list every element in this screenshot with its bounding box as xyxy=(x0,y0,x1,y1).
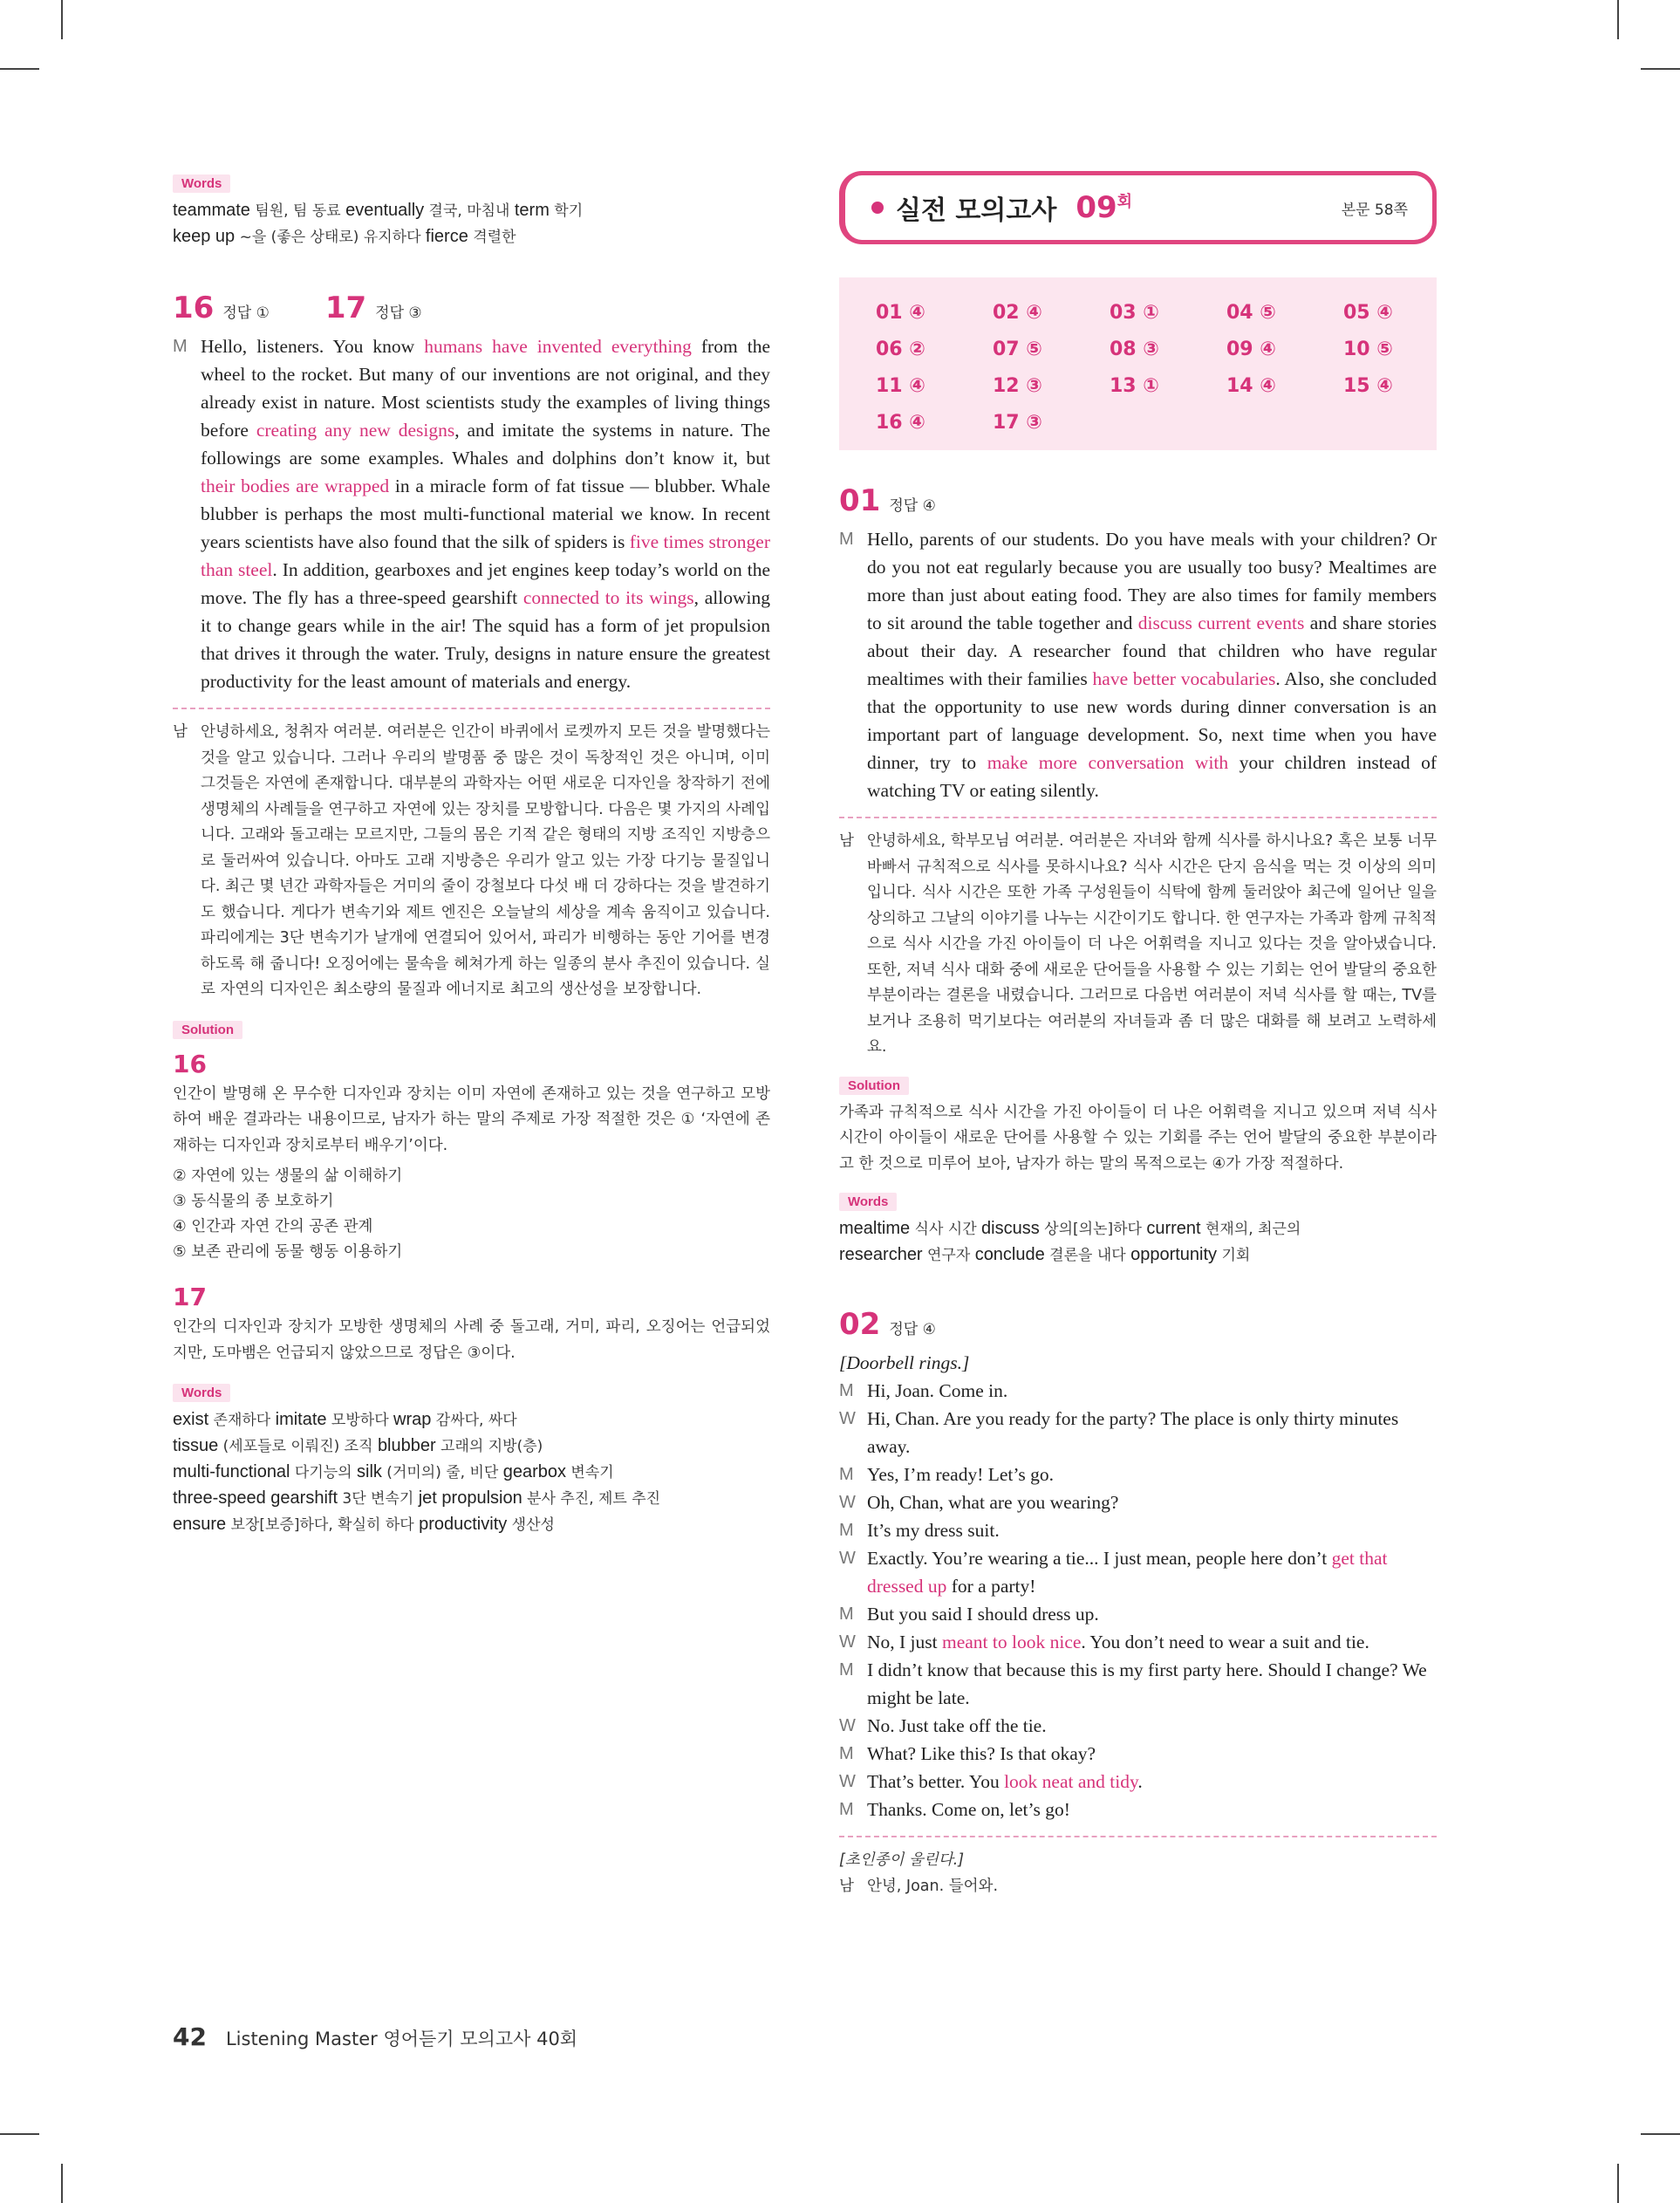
speaker-label: W xyxy=(839,1632,856,1652)
korean-stage-direction: [초인종이 울린다.] xyxy=(839,1851,965,1869)
vocab-word: silk xyxy=(357,1462,382,1481)
crop-mark xyxy=(1641,68,1680,70)
answer-label: 정답 ④ xyxy=(889,497,936,515)
answer-key-item: 16 ④ xyxy=(876,412,925,434)
answer-key-item: 11 ④ xyxy=(876,375,925,397)
answer-key-item: 17 ③ xyxy=(993,412,1042,434)
korean-translation xyxy=(839,829,1437,1061)
highlighted-phrase: meant to look nice xyxy=(942,1632,1082,1652)
answer-key-item: 15 ④ xyxy=(1343,375,1393,397)
word-line xyxy=(173,1460,770,1486)
text-segment: No. Just take off the tie. xyxy=(867,1715,1047,1736)
vocab-meaning: (세포들로 이뤄진) 조직 xyxy=(218,1438,378,1455)
speaker-label: M xyxy=(839,530,854,549)
page-footer xyxy=(173,2022,577,2051)
vocab-word: keep up xyxy=(173,227,236,246)
book-title: Listening Master 영어듣기 모의고사 40회 xyxy=(225,2029,578,2049)
left-column xyxy=(173,174,770,1538)
answer-key-item: 04 ⑤ xyxy=(1226,302,1276,324)
speaker-label: M xyxy=(839,1800,854,1819)
vocab-word: researcher xyxy=(839,1245,923,1264)
text-segment: in a miracle form of fat tissue — blubber. Whale blubber is perhaps the most multi-functional material we know. In recent years scientists have also found that the silk of spiders is xyxy=(201,475,770,552)
highlighted-phrase: have better vocabularies xyxy=(1092,668,1276,689)
words-tag: Words xyxy=(839,1193,897,1211)
text-segment: Oh, Chan, what are you wearing? xyxy=(867,1492,1119,1513)
vocab-meaning: 보장[보증]하다, 확실히 하다 xyxy=(226,1516,420,1534)
vocab-word: exist xyxy=(173,1410,209,1429)
choice-item: ③ 동식물의 종 보호하기 xyxy=(173,1193,334,1210)
solution-number: 16 xyxy=(173,1049,207,1078)
words-list xyxy=(839,1216,1437,1269)
test-title: 실전 모의고사 xyxy=(896,195,1057,226)
answer-key-item: 06 ② xyxy=(876,339,925,360)
script-text xyxy=(201,332,770,695)
dialogue-text xyxy=(867,1600,1437,1628)
question-number: 17 xyxy=(324,291,367,325)
solution-section xyxy=(173,1021,770,1367)
question-number: 02 xyxy=(839,1307,881,1342)
solution-section xyxy=(839,1077,1437,1178)
text-segment: Exactly. You’re wearing a tie... I just mean, people here don’t xyxy=(867,1548,1332,1569)
vocab-meaning: 감싸다, 싸다 xyxy=(431,1412,517,1429)
words-tag: Words xyxy=(173,1384,230,1402)
text-segment: . xyxy=(1137,1771,1143,1792)
crop-mark xyxy=(1641,2133,1680,2135)
dialogue-text xyxy=(867,1768,1437,1796)
bullet-icon xyxy=(871,202,884,214)
vocab-meaning: 결론을 내다 xyxy=(1044,1247,1131,1264)
question-header xyxy=(839,1307,1437,1342)
answer-key-item: 07 ⑤ xyxy=(993,339,1042,360)
dialogue-line xyxy=(839,1740,1437,1768)
dialogue-text xyxy=(867,1712,1437,1740)
top-words-section xyxy=(173,174,770,250)
korean-translation xyxy=(839,1874,1437,1900)
english-script xyxy=(839,525,1437,804)
dialogue-text xyxy=(867,1656,1437,1712)
dialogue-text xyxy=(867,1461,1437,1488)
crop-mark xyxy=(0,68,39,70)
words-list xyxy=(173,198,770,250)
solution-text: 가족과 규칙적으로 식사 시간을 가진 아이들이 더 나은 어휘력을 지니고 있으며 저녁 식사 시간이 아이들이 새로운 단어를 사용할 수 있는 기회를 주는 언어 발달의 중요한 부분이라고 한 것으로 미루어 보아, 남자가 하는 말의 목적으로는 ④가 가장 적절하다. xyxy=(839,1103,1437,1173)
dialogue-line xyxy=(839,1488,1437,1516)
crop-mark xyxy=(1617,2164,1619,2203)
test-number: 09 xyxy=(1076,190,1117,225)
question-number: 01 xyxy=(839,483,881,518)
text-segment: But you said I should dress up. xyxy=(867,1604,1099,1625)
translation-text: 안녕하세요, 학부모님 여러분. 여러분은 자녀와 함께 식사를 하시나요? 혹은 보통 너무 바빠서 규칙적으로 식사를 못하시나요? 식사 시간은 단지 음식을 먹는 것 이상의 의미입니다. 식사 시간은 또한 가족 구성원들이 식탁에 함께 둘러앉아 최근에 일어난 일을 상의하고 그날의 이야기를 나누는 시간이기도 합니다. 한 연구자는 가족과 함께 규칙적으로 식사 시간을 가진 아이들이 더 나은 어휘력을 지니고 있다는 것을 알아냈습니다. 또한, 저녁 식사 대화 중에 새로운 단어들을 사용할 수 있는 기회는 언어 발달의 중요한 부분이라는 결론을 내렸습니다. 그러므로 다음번 여러분이 저녁 식사를 할 때는, TV를 보거나 조용히 먹기보다는 여러분의 자녀들과 좀 더 많은 대화를 해 보려고 노력하세요. xyxy=(867,832,1437,1056)
text-segment: Hi, Joan. Come in. xyxy=(867,1380,1008,1401)
vocab-meaning: 현재의, 최근의 xyxy=(1200,1221,1301,1238)
dialogue-line xyxy=(839,1461,1437,1488)
words-section xyxy=(839,1193,1437,1269)
dialogue-text xyxy=(867,1377,1437,1405)
speaker-label: M xyxy=(173,337,188,356)
answer-key-item: 05 ④ xyxy=(1343,302,1393,324)
dialogue-text xyxy=(867,1628,1437,1656)
text-segment: . In addition, gearboxes and jet engines keep today’s world on the move. The fly has a three-speed gearshift xyxy=(201,559,770,608)
question-header xyxy=(839,483,1437,518)
speaker-label: 남 xyxy=(173,723,188,741)
vocab-word: three-speed gearshift xyxy=(173,1488,338,1508)
word-line xyxy=(173,224,770,250)
dialogue-line xyxy=(839,1516,1437,1544)
vocab-word: ensure xyxy=(173,1515,227,1534)
speaker-label: W xyxy=(839,1549,856,1568)
choice-list xyxy=(173,1164,770,1265)
speaker-label: 남 xyxy=(839,832,854,850)
vocab-meaning: 분사 추진, 제트 추진 xyxy=(522,1490,661,1508)
vocab-meaning: 학기 xyxy=(549,202,584,220)
vocab-meaning: 연구자 xyxy=(922,1247,975,1264)
vocab-meaning: 팀원, 팀 동료 xyxy=(249,202,346,220)
choice-item: ② 자연에 있는 생물의 삶 이해하기 xyxy=(173,1167,403,1185)
answer-key-item: 12 ③ xyxy=(993,375,1042,397)
vocab-word: multi-functional xyxy=(173,1462,290,1481)
dialogue-line xyxy=(839,1712,1437,1740)
dialogue-line xyxy=(839,1628,1437,1656)
vocab-meaning: (거미의) 줄, 비단 xyxy=(381,1464,503,1481)
text-segment: Hello, parents of our students. Do you have meals with your children? Or do you not eat regularly because you are usually too busy? Mealtimes are more than just about eating food. They are also times for family members to sit around the table together and xyxy=(867,529,1437,633)
vocab-word: conclude xyxy=(974,1245,1045,1264)
vocab-meaning: 식사 시간 xyxy=(910,1221,982,1238)
solution-text: 인간이 발명해 온 무수한 디자인과 장치는 이미 자연에 존재하고 있는 것을 연구하고 모방하여 배운 결과라는 내용이므로, 남자가 하는 말의 주제로 가장 적절한 것은 ① ‘자연에 존재하는 디자인과 장치로부터 배우기’이다. xyxy=(173,1084,770,1154)
choice-item: ⑤ 보존 관리에 동물 행동 이용하기 xyxy=(173,1243,403,1261)
solution-tag: Solution xyxy=(839,1077,909,1095)
highlighted-phrase: get that dressed up xyxy=(867,1548,1388,1597)
crop-mark xyxy=(1617,0,1619,39)
vocab-word: eventually xyxy=(345,201,425,220)
highlighted-phrase: make more conversation with xyxy=(987,752,1229,773)
highlighted-phrase: humans have invented everything xyxy=(424,336,692,357)
vocab-word: tissue xyxy=(173,1436,219,1455)
speaker-label: W xyxy=(839,1716,856,1735)
divider xyxy=(173,708,770,709)
vocab-meaning: 기회 xyxy=(1217,1247,1251,1264)
text-segment: What? Like this? Is that okay? xyxy=(867,1743,1096,1764)
speaker-label: M xyxy=(839,1744,854,1763)
solution-number: 17 xyxy=(173,1283,207,1311)
word-line xyxy=(173,1512,770,1538)
text-segment: from the wheel to the rocket. But many of our inventions are not original, and they already exist in nature. Most scientists study the examples of living things before xyxy=(201,336,770,441)
highlighted-phrase: look neat and tidy xyxy=(1004,1771,1138,1792)
vocab-word: productivity xyxy=(419,1515,508,1534)
answer-key-item: 01 ④ xyxy=(876,302,925,324)
vocab-word: mealtime xyxy=(839,1219,911,1238)
test-suffix: 회 xyxy=(1117,193,1133,211)
answer-label: 정답 ④ xyxy=(889,1321,936,1338)
translation-text: 안녕하세요, 청취자 여러분. 여러분은 인간이 바퀴에서 로켓까지 모든 것을 발명했다는 것을 알고 있습니다. 그러나 우리의 발명품 중 많은 것이 독창적인 것은 아니며, 이미 그것들은 자연에 존재합니다. 대부분의 과학자는 어떤 새로운 디자인을 창작하기 전에 생명체의 사례들을 연구하고 자연에 있는 장치를 모방합니다. 다음은 몇 가지의 사례입니다. 고래와 돌고래는 모르지만, 그들의 몸은 기적 같은 형태의 지방 조직인 지방층으로 둘러싸여 있습니다. 아마도 고래 지방층은 우리가 알고 있는 가장 다기능 물질입니다. 최근 몇 년간 과학자들은 거미의 줄이 강철보다 다섯 배 더 강하다는 것을 발견하기도 했습니다. 게다가 변속기와 제트 엔진은 오늘날의 세상을 계속 움직이고 있습니다. 파리에게는 3단 변속기가 날개에 연결되어 있어서, 파리가 비행하는 동안 기어를 변경하도록 해 줍니다! 오징어에는 물속을 헤쳐가게 하는 일종의 분사 추진이 있습니다. 실로 자연의 디자인은 최소량의 물질과 에너지로 최고의 생산성을 보장합니다. xyxy=(201,723,770,998)
vocab-word: current xyxy=(1146,1219,1201,1238)
text-segment: . You don’t need to wear a suit and tie. xyxy=(1081,1632,1369,1652)
dialogue-text xyxy=(867,1796,1437,1823)
vocab-word: wrap xyxy=(393,1410,432,1429)
dialogue-text xyxy=(867,1488,1437,1516)
vocab-meaning: 상의[의논]하다 xyxy=(1039,1221,1147,1238)
speaker-label: M xyxy=(839,1465,854,1484)
vocab-meaning: ~을 (좋은 상태로) 유지하다 xyxy=(235,229,426,246)
dialogue-text xyxy=(867,1405,1437,1461)
dialogue-line xyxy=(839,1796,1437,1823)
text-segment: , allowing it to change gears while in the air! The squid has a form of jet propulsion that drives it through the water. Truly, designs in nature ensure the greatest productivity for the least amount of materials and energy. xyxy=(201,587,770,692)
translation-text: 안녕, Joan. 들어와. xyxy=(867,1877,999,1895)
crop-mark xyxy=(61,2164,63,2203)
choice-item: ④ 인간과 자연 간의 공존 관계 xyxy=(173,1218,373,1235)
korean-translation xyxy=(173,720,770,1003)
dialogue-text xyxy=(867,1516,1437,1544)
text-segment: and share stories about their day. A researcher found that children who have regular mealtimes with their families xyxy=(867,612,1438,689)
dialogue-line xyxy=(839,1656,1437,1712)
text-segment: I didn’t know that because this is my first party here. Should I change? We might be late. xyxy=(867,1659,1427,1708)
vocab-word: jet propulsion xyxy=(418,1488,522,1508)
text-segment: your children instead of watching TV or eating silently. xyxy=(867,752,1437,801)
speaker-label: W xyxy=(839,1409,856,1428)
speaker-label: W xyxy=(839,1493,856,1512)
highlighted-phrase: discuss current events xyxy=(1137,612,1305,633)
vocab-meaning: 다기능의 xyxy=(290,1464,358,1481)
vocab-word: term xyxy=(514,201,550,220)
vocab-meaning: 결국, 마침내 xyxy=(424,202,515,220)
answer-label: 정답 ① xyxy=(222,304,270,322)
vocab-meaning: 생산성 xyxy=(507,1516,555,1534)
dialogue-text xyxy=(867,1544,1437,1600)
vocab-word: teammate xyxy=(173,201,250,220)
text-segment: It’s my dress suit. xyxy=(867,1520,1000,1541)
vocab-word: imitate xyxy=(275,1410,327,1429)
vocab-meaning: 존재하다 xyxy=(208,1412,276,1429)
solution-text: 인간의 디자인과 장치가 모방한 생명체의 사례 중 돌고래, 거미, 파리, 오징어는 언급되었지만, 도마뱀은 언급되지 않았으므로 정답은 ③이다. xyxy=(173,1318,770,1362)
answer-key-item: 09 ④ xyxy=(1226,339,1276,360)
answer-key-item: 13 ① xyxy=(1110,375,1159,397)
question-number: 16 xyxy=(173,291,215,325)
dialogue-line xyxy=(839,1405,1437,1461)
speaker-label: 남 xyxy=(839,1877,854,1895)
crop-mark xyxy=(61,0,63,39)
stage-direction: [Doorbell rings.] xyxy=(839,1352,970,1373)
speaker-label: W xyxy=(839,1772,856,1791)
words-tag: Words xyxy=(173,174,230,193)
page-reference: 본문 58쪽 xyxy=(1341,201,1408,219)
word-line xyxy=(173,1433,770,1460)
bottom-words-section xyxy=(173,1384,770,1538)
answer-key-item: 02 ④ xyxy=(993,302,1042,324)
vocab-word: gearbox xyxy=(502,1462,567,1481)
vocab-meaning: 모방하다 xyxy=(326,1412,394,1429)
highlighted-phrase: creating any new designs xyxy=(256,420,455,441)
vocab-meaning: 고래의 지방(층) xyxy=(435,1438,543,1455)
divider xyxy=(839,817,1437,818)
vocab-meaning: 3단 변속기 xyxy=(338,1490,419,1508)
answer-key-item: 08 ③ xyxy=(1110,339,1159,360)
speaker-label: M xyxy=(839,1660,854,1680)
word-line xyxy=(839,1216,1437,1242)
vocab-meaning: 격렬한 xyxy=(468,229,516,246)
speaker-label: M xyxy=(839,1521,854,1540)
word-line xyxy=(173,198,770,224)
answer-key-grid xyxy=(839,277,1437,450)
answer-key-item: 03 ① xyxy=(1110,302,1159,324)
solution-tag: Solution xyxy=(173,1021,242,1039)
word-line xyxy=(839,1242,1437,1269)
word-line xyxy=(173,1486,770,1512)
word-line xyxy=(173,1407,770,1433)
test-title-box xyxy=(839,171,1437,244)
english-script xyxy=(173,332,770,695)
dialogue-line xyxy=(839,1600,1437,1628)
dialogue-line xyxy=(839,1377,1437,1405)
vocab-meaning: 변속기 xyxy=(566,1464,614,1481)
text-segment: for a party! xyxy=(946,1576,1036,1597)
text-segment: Hello, listeners. You know xyxy=(201,336,425,357)
page-number: 42 xyxy=(173,2022,207,2051)
highlighted-phrase: five times stronger than steel xyxy=(201,531,770,580)
vocab-word: blubber xyxy=(377,1436,436,1455)
vocab-word: opportunity xyxy=(1130,1245,1218,1264)
speaker-label: M xyxy=(839,1381,854,1400)
dialogue-text xyxy=(867,1740,1437,1768)
text-segment: Hi, Chan. Are you ready for the party? The place is only thirty minutes away. xyxy=(867,1408,1399,1457)
words-list xyxy=(173,1407,770,1538)
dialogue-line xyxy=(839,1544,1437,1600)
answer-label: 정답 ③ xyxy=(375,304,422,322)
text-segment: Yes, I’m ready! Let’s go. xyxy=(867,1464,1054,1485)
speaker-label: M xyxy=(839,1604,854,1624)
text-segment: No, I just xyxy=(867,1632,942,1652)
divider xyxy=(839,1836,1437,1837)
vocab-word: fierce xyxy=(425,227,468,246)
question-header xyxy=(173,291,770,325)
highlighted-phrase: their bodies are wrapped xyxy=(201,475,390,496)
script-text xyxy=(867,525,1437,804)
text-segment: , and imitate the systems in nature. The followings are some examples. Whales and dolphins don’t know it, but xyxy=(201,420,770,469)
highlighted-phrase: connected to its wings xyxy=(522,587,694,608)
dialogue-line xyxy=(839,1768,1437,1796)
text-segment: . Also, she concluded that the opportunity to use new words during dinner conversation is an important part of language development. So, next time when you have dinner, try to xyxy=(867,668,1437,773)
right-column xyxy=(839,171,1437,1899)
dialogue xyxy=(839,1377,1437,1823)
vocab-word: discuss xyxy=(981,1219,1040,1238)
text-segment: Thanks. Come on, let’s go! xyxy=(867,1799,1070,1820)
text-segment: That’s better. You xyxy=(867,1771,1005,1792)
answer-key-item: 14 ④ xyxy=(1226,375,1276,397)
crop-mark xyxy=(0,2133,39,2135)
answer-key-item: 10 ⑤ xyxy=(1343,339,1393,360)
